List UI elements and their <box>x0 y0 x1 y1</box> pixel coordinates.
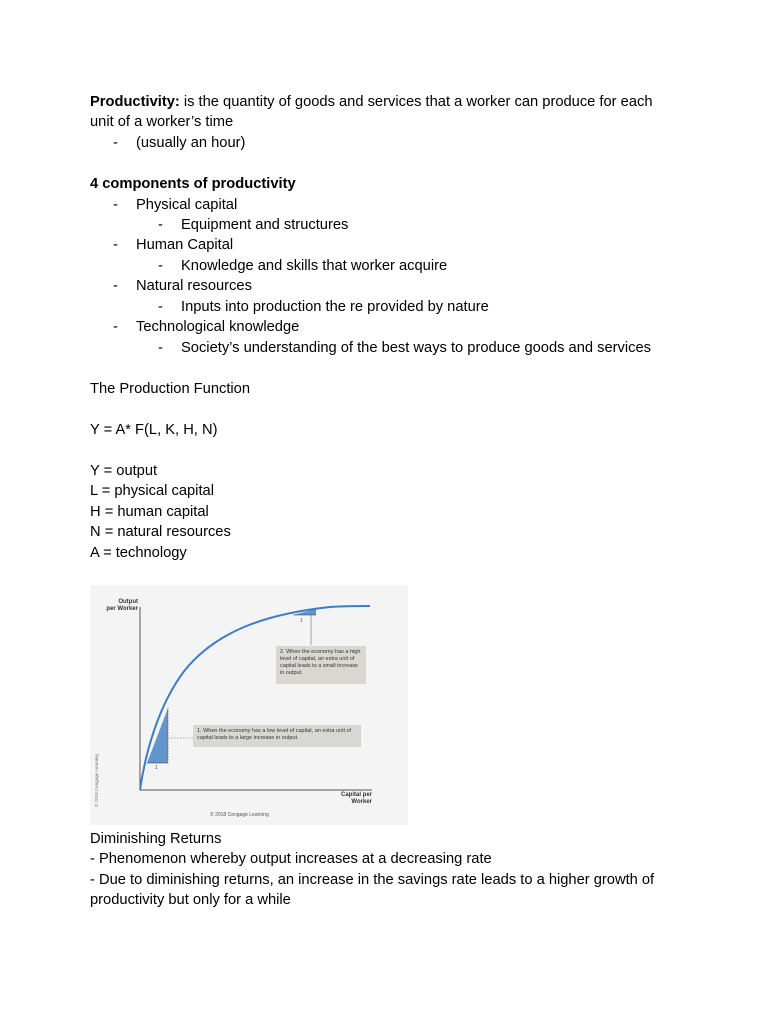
high-capital-unit-label: 1 <box>300 618 303 624</box>
low-capital-note: 1. When the economy has a low level of capital, an extra unit of capital leads to a large increase in output. <box>193 725 361 747</box>
production-function-figure <box>90 585 408 825</box>
production-curve <box>140 606 370 790</box>
diminishing-returns-point-continued: productivity but only for a while <box>90 892 291 908</box>
component-item: Physical capital <box>136 197 238 213</box>
productivity-term: Productivity: <box>90 94 180 110</box>
low-capital-unit-label: 1 <box>155 765 158 771</box>
production-function-graph <box>90 585 408 825</box>
productivity-definition <box>90 92 653 112</box>
component-item: Technological knowledge <box>136 319 300 335</box>
component-detail: Equipment and structures <box>181 217 349 233</box>
diminishing-returns-point: - Due to diminishing returns, an increase in the savings rate leads to a higher growth of <box>90 872 655 888</box>
low-capital-shaded-area <box>147 708 168 763</box>
component-detail: Knowledge and skills that worker acquire <box>181 258 448 274</box>
diminishing-returns-heading: Diminishing Returns <box>90 831 222 847</box>
bullet-dash: - <box>113 135 118 151</box>
x-axis-title <box>322 792 372 806</box>
variable-definition: Y = output <box>90 463 158 479</box>
y-axis-title <box>88 599 138 613</box>
diminishing-returns-point: - Phenomenon whereby output increases at a decreasing rate <box>90 851 492 867</box>
component-item: Natural resources <box>136 278 252 294</box>
component-detail: Inputs into production the re provided by nature <box>181 299 489 315</box>
production-function-equation: Y = A* F(L, K, H, N) <box>90 422 218 438</box>
x-axis-title-line2: Worker <box>351 799 372 805</box>
production-function-heading: The Production Function <box>90 381 251 397</box>
variable-definition: L = physical capital <box>90 483 214 499</box>
x-axis-title-line1: Capital per <box>340 792 372 798</box>
sub-bullet-dash: - <box>158 299 163 315</box>
definition-text-continued: unit of a worker’s time <box>90 114 234 130</box>
sub-bullet-dash: - <box>158 258 163 274</box>
component-item: Human Capital <box>136 237 234 253</box>
sub-bullet-dash: - <box>158 340 163 356</box>
variable-definition: A = technology <box>90 545 187 561</box>
figure-side-credit: © 2018 Cengage Learning <box>94 754 99 807</box>
bullet-dash: - <box>113 319 118 335</box>
high-capital-note: 2. When the economy has a high level of capital, an extra unit of capital leads to a small increase in output. <box>276 646 366 684</box>
sub-bullet-dash: - <box>158 217 163 233</box>
y-axis-title-line2: per Worker <box>106 606 138 612</box>
bullet-dash: - <box>113 237 118 253</box>
variable-definition: N = natural resources <box>90 524 231 540</box>
figure-copyright: © 2018 Cengage Learning <box>210 812 269 818</box>
bullet-dash: - <box>113 278 118 294</box>
definition-note: (usually an hour) <box>136 135 246 151</box>
definition-text: is the quantity of goods and services that a worker can produce for each <box>179 94 653 110</box>
component-detail: Society’s understanding of the best ways to produce goods and services <box>181 340 652 356</box>
y-axis-title-line1: Output <box>118 599 138 605</box>
variable-definition: H = human capital <box>90 504 209 520</box>
bullet-dash: - <box>113 197 118 213</box>
components-heading: 4 components of productivity <box>90 176 296 192</box>
